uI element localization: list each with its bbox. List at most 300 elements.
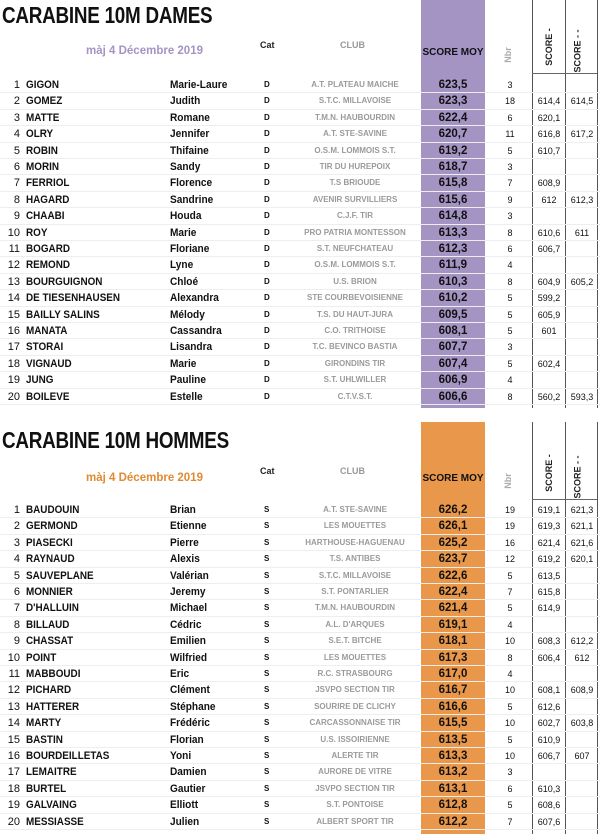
nbr-cell: 7 <box>507 587 513 597</box>
score-moy-cell: 606,9 <box>438 374 468 387</box>
score1-cell: 606,7 <box>537 244 561 254</box>
nbr-cell: 18 <box>504 96 515 107</box>
rank-cell: 5 <box>13 144 20 157</box>
dames-score-header: SCORE MOY <box>422 47 484 58</box>
nbr-cell: 9 <box>507 194 513 205</box>
first-name-cell: Stéphane <box>170 700 216 713</box>
hommes-cat-header: Cat <box>260 466 275 476</box>
category-cell: D <box>264 162 270 171</box>
dames-title: CARABINE 10M DAMES <box>2 2 213 28</box>
rank-cell: 14 <box>7 717 20 730</box>
club-cell: AVENIR SURVILLIERS <box>312 194 398 204</box>
first-name-cell: Eric <box>170 668 190 680</box>
score1-cell: 619,3 <box>537 521 561 532</box>
last-name-cell: JUNG <box>26 374 54 387</box>
first-name-cell: Lisandra <box>170 341 213 354</box>
nbr-cell: 3 <box>507 211 513 222</box>
score1-cell: 608,9 <box>537 178 561 189</box>
table-row <box>0 518 600 534</box>
row-divider <box>0 404 600 405</box>
last-name-cell: MANATA <box>26 325 68 337</box>
score-moy-cell: 626,2 <box>438 504 468 516</box>
score-moy-cell: 625,2 <box>438 536 468 549</box>
table-row <box>0 77 600 93</box>
table-row <box>0 781 600 797</box>
nbr-cell: 5 <box>507 293 513 304</box>
table-row <box>0 551 600 567</box>
category-cell: D <box>264 129 270 139</box>
score-moy-cell: 608,1 <box>438 325 468 337</box>
table-row <box>0 192 600 208</box>
table-row <box>0 339 600 355</box>
last-name-cell: BOURDEILLETAS <box>26 750 110 762</box>
last-name-cell: PICHARD <box>26 684 72 697</box>
score1-cell: 608,1 <box>537 685 561 696</box>
club-cell: JSVPO SECTION TIR <box>315 783 395 793</box>
last-name-cell: ROBIN <box>26 144 58 157</box>
score-moy-cell: 621,4 <box>438 602 468 615</box>
rank-cell: 19 <box>7 374 20 387</box>
score-moy-cell: 606,6 <box>438 390 468 403</box>
table-row <box>0 600 600 616</box>
first-name-cell: Florence <box>170 177 213 190</box>
score2-cell: 612,3 <box>570 194 594 205</box>
category-cell: S <box>264 505 270 514</box>
hommes-section <box>0 422 600 834</box>
score-moy-cell: 619,1 <box>438 618 468 631</box>
last-name-cell: GALVAING <box>26 799 77 812</box>
club-cell: ALERTE TIR <box>331 751 379 760</box>
club-cell: T.M.N. HAUBOURDIN <box>315 603 395 613</box>
category-cell: D <box>264 326 270 335</box>
category-cell: S <box>264 537 270 547</box>
club-cell: T.S BRIOUDE <box>329 178 381 188</box>
category-cell: S <box>264 636 270 646</box>
nbr-cell: 5 <box>507 701 513 712</box>
score-moy-cell: 610,2 <box>438 292 468 305</box>
club-cell: TIR DU HUREPOIX <box>319 162 391 171</box>
score1-cell: 620,1 <box>537 112 561 123</box>
category-cell: D <box>264 80 270 89</box>
rank-cell: 12 <box>7 684 20 697</box>
table-row <box>0 617 600 633</box>
score-moy-cell: 615,8 <box>438 177 468 190</box>
last-name-cell: MARTY <box>26 717 62 730</box>
rank-cell: 10 <box>7 226 20 239</box>
hommes-score1-header: SCORE - <box>543 454 554 492</box>
club-cell: A.T. PLATEAU MAICHE <box>311 80 399 89</box>
score-moy-cell: 623,7 <box>438 553 468 566</box>
rank-cell: 11 <box>8 668 20 680</box>
score2-cell: 607 <box>574 751 590 761</box>
first-name-cell: Marie <box>170 357 197 370</box>
nbr-cell: 6 <box>507 783 513 794</box>
category-cell: D <box>264 244 270 253</box>
score-moy-cell: 623,5 <box>438 79 468 91</box>
score1-cell: 613,5 <box>537 570 561 581</box>
table-row <box>0 175 600 191</box>
category-cell: S <box>264 800 270 810</box>
nbr-cell: 11 <box>505 129 515 140</box>
table-row <box>0 225 600 241</box>
last-name-cell: ROY <box>26 226 48 239</box>
table-row <box>0 584 600 600</box>
club-cell: R.C. STRASBOURG <box>317 669 393 678</box>
club-cell: AURORE DE VITRE <box>318 767 392 777</box>
nbr-cell: 4 <box>507 669 513 679</box>
rank-cell: 19 <box>7 799 20 812</box>
score-moy-cell: 617,3 <box>438 651 468 664</box>
first-name-cell: Michael <box>170 602 208 615</box>
score1-cell: 612,6 <box>537 701 561 712</box>
last-name-cell: SAUVEPLANE <box>26 569 94 582</box>
rank-cell: 7 <box>13 602 20 615</box>
club-cell: STE COURBEVOISIENNE <box>306 293 403 303</box>
score1-cell: 610,6 <box>537 227 561 238</box>
dames-date: màj 4 Décembre 2019 <box>86 45 203 57</box>
category-cell: S <box>264 603 270 613</box>
last-name-cell: MABBOUDI <box>26 668 81 680</box>
nbr-cell: 10 <box>504 636 515 647</box>
rank-cell: 14 <box>7 292 20 305</box>
last-name-cell: MESSIASSE <box>26 815 84 828</box>
score1-cell: 610,9 <box>537 734 561 745</box>
club-cell: JSVPO SECTION TIR <box>315 685 395 695</box>
score1-cell: 612 <box>541 194 557 205</box>
score-moy-cell: 613,3 <box>438 226 468 239</box>
first-name-cell: Emilien <box>170 635 206 648</box>
rank-cell: 8 <box>13 618 20 631</box>
score2-cell: 612 <box>574 652 590 663</box>
last-name-cell: BOURGUIGNON <box>26 275 103 288</box>
rank-cell: 12 <box>7 259 20 272</box>
club-cell: S.T.C. MILLAVOISE <box>318 96 392 106</box>
score1-cell: 621,4 <box>537 537 561 548</box>
table-row <box>0 502 600 518</box>
club-cell: S.T. PONTOISE <box>326 800 384 810</box>
first-name-cell: Pierre <box>170 536 199 549</box>
club-cell: T.S. ANTIBES <box>329 554 381 564</box>
table-row <box>0 257 600 273</box>
score-moy-cell: 618,1 <box>438 635 468 648</box>
table-row <box>0 159 600 175</box>
score1-cell: 610,3 <box>537 783 561 794</box>
table-row <box>0 797 600 813</box>
score2-cell: 620,1 <box>570 554 594 565</box>
score1-cell: 606,7 <box>537 751 561 761</box>
score-moy-cell: 613,3 <box>438 750 468 762</box>
table-row <box>0 290 600 306</box>
club-cell: O.S.M. LOMMOIS S.T. <box>314 145 396 155</box>
first-name-cell: Jeremy <box>170 586 206 598</box>
club-cell: S.E.T. BITCHE <box>328 636 382 646</box>
last-name-cell: HATTERER <box>26 700 80 713</box>
score1-cell: 619,1 <box>537 505 561 515</box>
score2-cell: 605,2 <box>570 276 594 287</box>
dames-club-header: CLUB <box>340 40 365 50</box>
row-divider <box>0 829 600 830</box>
rank-cell: 1 <box>13 79 20 91</box>
nbr-cell: 5 <box>507 800 513 811</box>
score2-cell: 621,1 <box>570 521 594 532</box>
score2-cell: 617,2 <box>570 129 594 140</box>
hommes-club-header: CLUB <box>340 466 365 476</box>
nbr-cell: 8 <box>507 227 513 238</box>
nbr-cell: 5 <box>507 326 513 336</box>
score1-cell: 608,6 <box>537 800 561 811</box>
last-name-cell: STORAI <box>26 341 64 354</box>
first-name-cell: Brian <box>170 504 196 516</box>
first-name-cell: Gautier <box>170 782 206 795</box>
club-cell: C.O. TRITHOISE <box>324 326 386 335</box>
nbr-cell: 4 <box>507 260 513 271</box>
category-cell: D <box>264 96 270 106</box>
last-name-cell: MONNIER <box>26 586 73 598</box>
category-cell: D <box>264 260 270 270</box>
first-name-cell: Valérian <box>170 569 209 582</box>
score-moy-cell: 620,7 <box>438 128 468 141</box>
club-cell: T.S. DU HAUT-JURA <box>316 309 393 319</box>
first-name-cell: Pauline <box>170 374 206 387</box>
nbr-cell: 4 <box>507 375 513 386</box>
rank-cell: 17 <box>7 341 20 354</box>
score1-cell: 615,8 <box>537 587 561 597</box>
last-name-cell: MORIN <box>26 161 60 173</box>
category-cell: S <box>264 554 270 564</box>
hommes-score2-header: SCORE - - <box>572 455 583 499</box>
last-name-cell: MATTE <box>26 111 60 124</box>
category-cell: D <box>264 293 270 303</box>
club-cell: HARTHOUSE-HAGUENAU <box>305 537 405 547</box>
hommes-title: CARABINE 10M HOMMES <box>2 427 229 453</box>
nbr-cell: 5 <box>507 358 513 369</box>
rank-cell: 18 <box>7 782 20 795</box>
score-moy-cell: 626,1 <box>438 520 468 533</box>
rank-cell: 1 <box>13 504 20 516</box>
nbr-cell: 8 <box>507 276 513 287</box>
nbr-cell: 16 <box>504 537 515 548</box>
category-cell: D <box>264 391 270 401</box>
nbr-cell: 3 <box>507 162 513 172</box>
score-moy-cell: 614,8 <box>438 210 468 223</box>
score-moy-cell: 622,4 <box>438 111 468 124</box>
first-name-cell: Alexandra <box>170 292 219 305</box>
category-cell: S <box>264 652 270 662</box>
score-moy-cell: 612,3 <box>438 243 468 255</box>
category-cell: D <box>264 194 270 204</box>
score1-cell: 601 <box>541 326 557 336</box>
last-name-cell: BOILEVE <box>26 390 70 403</box>
club-cell: GIRONDINS TIR <box>324 358 386 368</box>
rank-cell: 11 <box>8 243 20 255</box>
score1-cell: 560,2 <box>537 391 561 402</box>
table-row <box>0 682 600 698</box>
first-name-cell: Houda <box>170 210 202 223</box>
rank-cell: 4 <box>13 553 20 566</box>
club-cell: PRO PATRIA MONTESSON <box>304 227 406 237</box>
table-row <box>0 143 600 159</box>
club-cell: CARCASSONNAISE TIR <box>309 718 401 728</box>
score-moy-cell: 615,5 <box>438 717 468 730</box>
nbr-cell: 5 <box>507 309 513 320</box>
nbr-cell: 5 <box>507 570 513 581</box>
dames-score1-header: SCORE - <box>543 28 554 66</box>
nbr-cell: 8 <box>507 652 513 663</box>
rank-cell: 17 <box>7 766 20 779</box>
first-name-cell: Sandy <box>170 161 201 173</box>
rank-cell: 8 <box>13 193 20 206</box>
first-name-cell: Julien <box>170 815 200 828</box>
last-name-cell: BURTEL <box>26 782 67 795</box>
category-cell: S <box>264 685 270 695</box>
nbr-cell: 6 <box>507 244 513 254</box>
hommes-date: màj 4 Décembre 2019 <box>86 472 203 484</box>
category-cell: D <box>264 178 270 188</box>
rank-cell: 3 <box>13 111 20 124</box>
club-cell: A.T. STE-SAVINE <box>323 505 387 514</box>
score1-cell: 614,4 <box>537 96 561 107</box>
hommes-header-rule <box>532 499 597 500</box>
nbr-cell: 8 <box>507 391 513 402</box>
score-moy-cell: 609,5 <box>438 308 468 321</box>
nbr-cell: 7 <box>507 178 513 189</box>
rank-cell: 4 <box>13 128 20 141</box>
score-moy-cell: 613,2 <box>438 766 468 779</box>
dames-score2-header: SCORE - - <box>572 29 583 73</box>
score1-cell: 599,2 <box>537 293 561 304</box>
rank-cell: 16 <box>7 325 20 337</box>
last-name-cell: GERMOND <box>26 520 78 533</box>
score1-cell: 619,2 <box>537 554 561 565</box>
club-cell: LES MOUETTES <box>323 521 387 531</box>
category-cell: S <box>264 767 270 777</box>
score-moy-cell: 617,0 <box>438 668 468 680</box>
score1-cell: 602,7 <box>537 718 561 729</box>
score-moy-cell: 611,9 <box>438 259 468 272</box>
score1-cell: 616,8 <box>537 129 561 140</box>
category-cell: S <box>264 783 270 793</box>
score-moy-cell: 613,5 <box>438 733 468 746</box>
nbr-cell: 10 <box>504 718 515 729</box>
category-cell: D <box>264 375 270 385</box>
score1-cell: 602,4 <box>537 358 561 369</box>
table-row <box>0 633 600 649</box>
last-name-cell: GIGON <box>26 79 60 91</box>
score-moy-cell: 623,3 <box>438 95 468 108</box>
table-row <box>0 666 600 682</box>
table-row <box>0 764 600 780</box>
score-moy-cell: 616,7 <box>438 684 468 697</box>
rank-cell: 3 <box>13 536 20 549</box>
hommes-nbr-header: Nbr <box>502 473 513 489</box>
table-row <box>0 274 600 290</box>
score-moy-cell: 622,6 <box>438 569 468 582</box>
score-moy-cell: 612,8 <box>438 799 468 812</box>
club-cell: S.T.C. MILLAVOISE <box>318 570 392 580</box>
nbr-cell: 10 <box>504 751 515 761</box>
rank-cell: 16 <box>7 750 20 762</box>
first-name-cell: Florian <box>170 733 204 746</box>
category-cell: S <box>264 619 270 629</box>
first-name-cell: Wilfried <box>170 651 208 664</box>
first-name-cell: Clément <box>170 684 210 697</box>
score-moy-cell: 607,7 <box>438 341 468 354</box>
category-cell: S <box>264 587 270 596</box>
nbr-cell: 5 <box>507 734 513 745</box>
score-moy-cell: 622,4 <box>438 586 468 598</box>
score2-cell: 621,6 <box>570 537 594 548</box>
score-moy-cell: 619,2 <box>438 144 468 157</box>
first-name-cell: Cédric <box>170 618 202 631</box>
rank-cell: 13 <box>7 700 20 713</box>
first-name-cell: Alexis <box>170 553 200 566</box>
last-name-cell: PIASECKI <box>26 536 73 549</box>
hommes-score-header: SCORE MOY <box>422 473 484 484</box>
dames-cat-header: Cat <box>260 40 275 50</box>
table-row <box>0 568 600 584</box>
score-moy-cell: 607,4 <box>438 357 468 370</box>
category-cell: S <box>264 669 270 678</box>
first-name-cell: Judith <box>170 95 201 108</box>
rank-cell: 9 <box>13 635 20 648</box>
score-moy-cell: 615,6 <box>438 193 468 206</box>
last-name-cell: BILLAUD <box>26 618 70 631</box>
first-name-cell: Elliott <box>170 799 199 812</box>
last-name-cell: GOMEZ <box>26 95 63 108</box>
nbr-cell: 19 <box>504 521 515 532</box>
table-row <box>0 356 600 372</box>
nbr-cell: 6 <box>507 112 513 123</box>
category-cell: D <box>264 342 270 352</box>
club-cell: ALBERT SPORT TIR <box>316 816 394 826</box>
table-row <box>0 715 600 731</box>
score2-cell: 603,8 <box>570 718 594 729</box>
category-cell: D <box>264 227 270 237</box>
table-row <box>0 535 600 551</box>
dames-nbr-header: Nbr <box>502 47 513 63</box>
club-cell: O.S.M. LOMMOIS S.T. <box>314 260 396 270</box>
club-cell: A.L. D'ARQUES <box>325 619 385 629</box>
table-row <box>0 372 600 388</box>
last-name-cell: CHASSAT <box>26 635 74 648</box>
nbr-cell: 10 <box>504 685 515 696</box>
score1-cell: 606,4 <box>537 652 561 663</box>
score1-cell: 608,3 <box>537 636 561 647</box>
first-name-cell: Thifaine <box>170 144 209 157</box>
last-name-cell: REMOND <box>26 259 71 272</box>
club-cell: T.M.N. HAUBOURDIN <box>315 112 395 122</box>
club-cell: LES MOUETTES <box>323 652 387 662</box>
category-cell: S <box>264 751 270 760</box>
first-name-cell: Romane <box>170 111 210 124</box>
first-name-cell: Lyne <box>170 259 194 272</box>
first-name-cell: Damien <box>170 766 207 779</box>
nbr-cell: 5 <box>507 603 513 614</box>
first-name-cell: Marie-Laure <box>170 79 228 91</box>
last-name-cell: LEMAITRE <box>26 766 77 779</box>
first-name-cell: Yoni <box>170 750 192 762</box>
nbr-cell: 3 <box>507 767 513 778</box>
club-cell: SOURIRE DE CLICHY <box>314 701 396 711</box>
table-row <box>0 93 600 109</box>
first-name-cell: Estelle <box>170 390 203 403</box>
club-cell: T.C. BEVINCO BASTIA <box>312 342 398 352</box>
rank-cell: 15 <box>7 733 20 746</box>
nbr-cell: 3 <box>507 342 513 353</box>
rank-cell: 6 <box>13 161 20 173</box>
first-name-cell: Etienne <box>170 520 207 533</box>
last-name-cell: CHAABI <box>26 210 65 223</box>
